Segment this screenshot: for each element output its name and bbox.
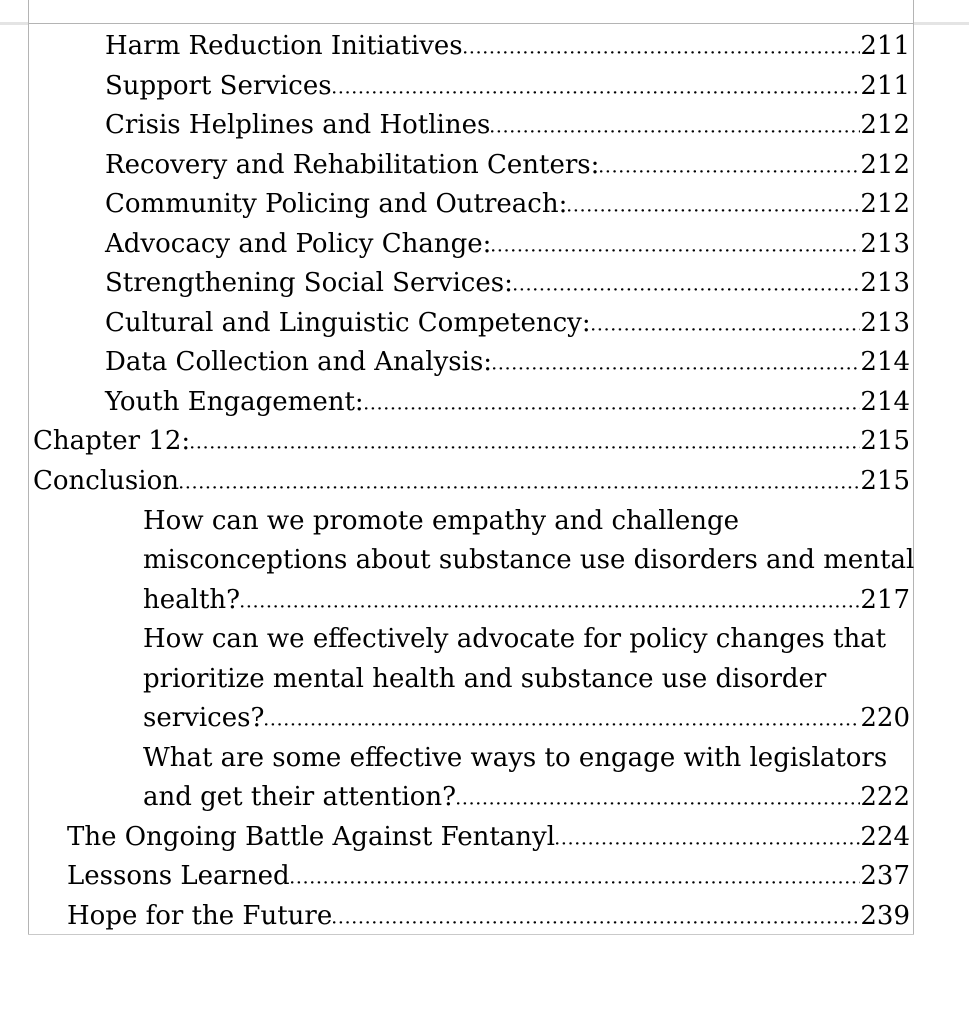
dot-leader [492,249,860,252]
toc-page-number: 214 [860,347,910,378]
toc-page-number: 211 [860,31,910,61]
toc-entry-line [67,897,910,937]
text-boundary-right [913,0,914,934]
toc-entry-text: Strengthening Social Services: [105,268,513,299]
toc-entry-line [105,67,910,107]
toc-entry[interactable] [29,146,910,186]
toc-entry-text: The Ongoing Battle Against Fentanyl [67,821,556,852]
toc-page-number: 212 [860,149,910,180]
toc-entry[interactable] [29,422,910,462]
dot-leader [333,91,861,94]
toc-entry-line [105,343,910,383]
toc-page-number: 239 [860,901,910,932]
toc-entry-line [143,660,910,700]
toc-entry-text: What are some effective ways to engage with legislators [143,742,888,773]
dot-leader [491,130,860,133]
toc-entry-line [105,27,910,67]
dot-leader [493,367,860,370]
toc-entry-line [105,264,910,304]
toc-page-number: 224 [860,821,910,852]
dot-leader [568,209,860,212]
toc-entry-line [67,818,910,858]
toc-entry[interactable] [29,383,910,423]
toc-entry-text: Harm Reduction Initiatives [105,31,463,61]
toc-entry[interactable] [29,818,910,858]
toc-page-number: 212 [860,189,910,220]
toc-entry-line [105,106,910,146]
toc-entry-text: services? [143,703,265,734]
toc-entry[interactable] [29,739,910,818]
toc-entry[interactable] [29,225,910,265]
toc-entry-text: Cultural and Linguistic Competency: [105,307,591,338]
toc-entry-text: Advocacy and Policy Change: [105,228,492,259]
dot-leader [365,407,861,410]
dot-leader [241,605,860,608]
toc-page-number: 220 [860,703,910,734]
toc-entry[interactable] [29,897,910,937]
toc-page-number: 237 [860,861,910,892]
toc-entry-text: How can we effectively advocate for policy changes that [143,624,887,655]
dot-leader [464,51,861,54]
page-edge-segment-left [0,22,28,25]
toc-entry-line [105,225,910,265]
toc-entry-line [105,383,910,423]
toc-entry-line [143,620,910,660]
dot-leader [333,921,860,924]
toc-entry-line [67,857,910,897]
dot-leader [180,486,860,489]
toc-entry-text: How can we promote empathy and challenge [143,505,740,536]
toc-entry-line [143,541,915,581]
toc-entry-line [143,581,910,621]
toc-entry-line [143,502,910,542]
dot-leader [514,288,860,291]
toc-page-number: 213 [860,268,910,299]
toc-page-number: 222 [860,782,910,813]
dot-leader [457,802,860,805]
toc-entry[interactable] [29,185,910,225]
toc-entry-text: Data Collection and Analysis: [105,347,493,378]
toc-entry[interactable] [29,620,910,739]
toc-entry-text: Crisis Helplines and Hotlines [105,110,491,141]
toc-entry-text: Support Services [105,70,332,101]
dot-leader [265,723,860,726]
toc-entry[interactable] [29,106,910,146]
dot-leader [600,170,860,173]
toc-entry-text: prioritize mental health and substance use disorder [143,663,827,694]
toc-entry-line [105,185,910,225]
toc-page-number: 213 [860,307,910,338]
table-of-contents [29,23,913,937]
toc-entry-line [143,739,910,779]
page-edge-segment-right [914,22,969,25]
toc-entry[interactable] [29,462,910,502]
dot-leader [556,842,860,845]
toc-entry[interactable] [29,857,910,897]
toc-entry[interactable] [29,502,915,621]
toc-entry-text: Chapter 12: [33,426,191,457]
toc-entry-line [143,778,910,818]
toc-entry[interactable] [29,304,910,344]
toc-entry-text: misconceptions about substance use disorders and mental [143,545,915,576]
toc-entry-line [105,146,910,186]
toc-entry-text: Community Policing and Outreach: [105,189,568,220]
toc-entry[interactable] [29,27,910,67]
toc-entry-text: and get their attention? [143,782,457,813]
dot-leader [291,881,861,884]
toc-entry-line [33,422,910,462]
dot-leader [191,446,860,449]
dot-leader [592,328,861,331]
toc-entry-text: Hope for the Future [67,901,333,932]
toc-page-number: 215 [860,426,910,457]
toc-entry[interactable] [29,343,910,383]
toc-page-number: 212 [860,110,910,141]
toc-entry-text: health? [143,584,241,615]
toc-entry[interactable] [29,67,910,107]
toc-entry-line [143,699,910,739]
toc-page-number: 215 [860,466,910,497]
toc-page-number: 213 [860,228,910,259]
toc-page-number: 211 [860,70,910,101]
toc-page-number: 217 [860,584,910,615]
toc-entry-text: Lessons Learned [67,861,290,892]
toc-page-number: 214 [860,386,910,417]
toc-entry-line [105,304,910,344]
toc-entry-text: Conclusion [33,466,179,497]
toc-entry-text: Youth Engagement: [105,386,364,417]
toc-entry-text: Recovery and Rehabilitation Centers: [105,149,600,180]
toc-entry-line [33,462,910,502]
toc-entry[interactable] [29,264,910,304]
